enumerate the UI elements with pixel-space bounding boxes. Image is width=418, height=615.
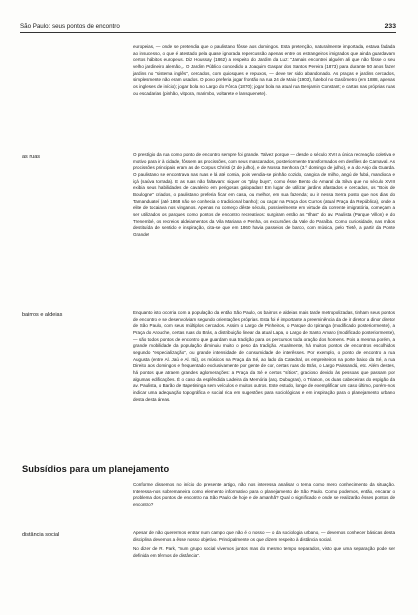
running-title: São Paulo: seus pontos de encontro bbox=[20, 23, 120, 30]
paragraph-text: No dizer de R. Park, "num grupo social vivemos juntos mas do mesmo tempo separados, visto que uma separação pode ser definida em têrmos de distância". bbox=[133, 546, 395, 558]
paragraph-bairros bbox=[133, 310, 395, 403]
paragraph-text: europeias, — onde se pretendia que o paulistano fôsse aos domingos. Esta pretenção, naturalmente importada, estava fadada ao insucesso, o que é atestado pela quase ignorada repercussão apenas entre os estrangeiros imigrados que ainda guardavam certos hábitos europeus. Diz Houssay (1862) a respeito do Jardim da Luz: "Jamais encontrei alguém ali que não fôsse o seu velho jardineiro alemão,,. O Jardim Público concedido a Joaquim Gaspar dos Santos Pereira (1873) para durante 50 anos fazer jardins no "sistema inglês", cercados, com quiosques e repuxos, — deve ter sido abandonado. As praças e jardins cercados, simplesmente não eram usados. O povo preferia jogar frontão na rua 24 de Maio (1903), futebol no Gasômetro (em 1888, apenas os ingleses de início); jogar bola no Largo do Fôrca (1870); jogar bola na atual rua Benjamin Constant; e cartas nas próprias ruas ou escadarias (pinhão, vitpora, marimbo, voltarete e lansquenete). bbox=[133, 44, 395, 96]
paragraph-text: O prestígio da rua como ponto de encontro sempre foi grande. Talvez porque — desde o século XVII a única recreação coletiva e motivo para ir à cidade, fôssem as procissões, com seus mascarados, posteriormente transformados em desfiles de Carnaval. As procissões principais eram as de Corpus Christi (2 de julho), e de Nossa Senhora (3.º domingo de julho), e a do Anjo da Guarda. O paulistano se encontrava nas ruas e lá até comia, pois vendia-se pinhão cozido, cangica de milho, angú de fubá, mandioca e içá (saúva torrada). E as ruas não faltavam: siquer os "play buys", como êsse Bento do Amaral da Silva que no século XVIII exibia seus habilidades de cavaleiro em perigosas galopadas! Em lugar de utilizar jardins afastados e cercados, os "Bois de Boulogne" criados, o paulistano preferia ficar em casa, ou melhor, em sua fazenda; ou ir nessa Serra posto que nos dias do Tamanduateí (até 1868 não se conhecia o tradicional banho); ou caçar na Praça dos Curros (atual Praça da República), onde a elite de tocaiava nos vinganos. Apenas no começo dêste século, possivelmente em virtude da corrente imigratória, começam a ser utilizados os parques como pontos de encontro recreativos: surgiram então as "Ilhas" do av. Paulista (Parque Villon) e do Trenembé, os recreios aldeiamentos da Vila Mariana e Penha, os excursões da Vale do Paraíba. Como curiosidade, nas mãos destituída de sentido e inspiração, cita-se que em 1860 havia passeios de barco, com música, pelo Tietê, a partir da Ponte Grande! bbox=[133, 152, 395, 237]
paragraph-text: Enquanto isto ocorria com a população da então São Paulo, os bairros e aldeias mais tarde metropolizadas, tinham seus pontos de encontro e se desenvolviam segundo orientações próprias. Esta foi é importante a preeminência da de ir diretor a dinor diretor de São Paulo, com seus múltiplos cercados. Assim o Largo de Pinheiros, o Parque do Ipiranga (modificado posteriormente), a Praça do Arouche, certas ruas do Brás, a distribuição linear da atual Lapa, o Largo de Santo Amaro (modificado posteriormente), — são todos pontos de encontro que guardam sua tradição para os percursos toda oração dos homens. Pois a mesma porém, a grande mobilidade da população diminuiu muito o peso da tradição. Atualmente, há muitos pontos de encontros escolhidos segundo "especialização", ou grande intensidade de consumidade de interêsses. Por exemplo, o ponto de encontro a rua Augusta (entre Al. Jaú e Al. Itú), os músicos na Praça da Sé, ao lado da Catedral, os empreiteiros na porte baixo da Sé, a rua Direito aos domingos e frequentado exclusivamente por gente de cor, certas ruas do Brás, o Largo Paissandú, etc. Além destes, há pontos que atraem grandes aglomerações: a Praça da Sé e certos "sítios", gracioso devido às pessoas que passam por algumas edificações. É o caso da esplêndida Ladeira da Memória (arq. Dubugras), o Trianon, os duas cabeceiras do espigão da av. Paulista, o Barão de Itapetininga sem veículos e muitos outros. Este estudo, longe de exemplificar um caso último, porém-nos indicar uma adequação topográfica e social rica em sugestões para sociológicas e em inspiração para o planejamento urbano desta desta áreas. bbox=[133, 310, 395, 402]
side-label-distancia: distância social bbox=[22, 532, 60, 538]
paragraph-ruas bbox=[133, 152, 395, 239]
paragraph-distancia bbox=[133, 530, 395, 560]
paragraph-planejamento bbox=[133, 482, 395, 509]
paragraph-text: Apesar de não querermos entrar num campo que não é o nosso — o da sociologia urbano, — devemos conhecer básicas desta disciplina devemos a êsse nosso objetivo. Principalmente os que dizem respeito à distância social. bbox=[133, 530, 395, 542]
side-label-ruas: as ruas bbox=[22, 154, 41, 160]
side-label-bairros: bairros e aldeias bbox=[22, 312, 63, 318]
running-header bbox=[20, 16, 396, 33]
section-heading: Subsídios para um planejamento bbox=[22, 464, 170, 474]
paragraph-text: Conforme dissemos no início do presente artigo, não nos interessa analisar o tema como mero conhecimento da situação. Interessa-nos sobremaneira como elemento informativo para o planejamento de São Paulo. Como podemos, então, encarar o problema dos pontos de encontro na São Paulo de hoje e de amanhã? Qual o significado e onde se realizarão êsses pontos de encontro? bbox=[133, 482, 395, 507]
paragraph-european-gardens bbox=[133, 44, 395, 97]
page-number: 233 bbox=[384, 23, 396, 30]
